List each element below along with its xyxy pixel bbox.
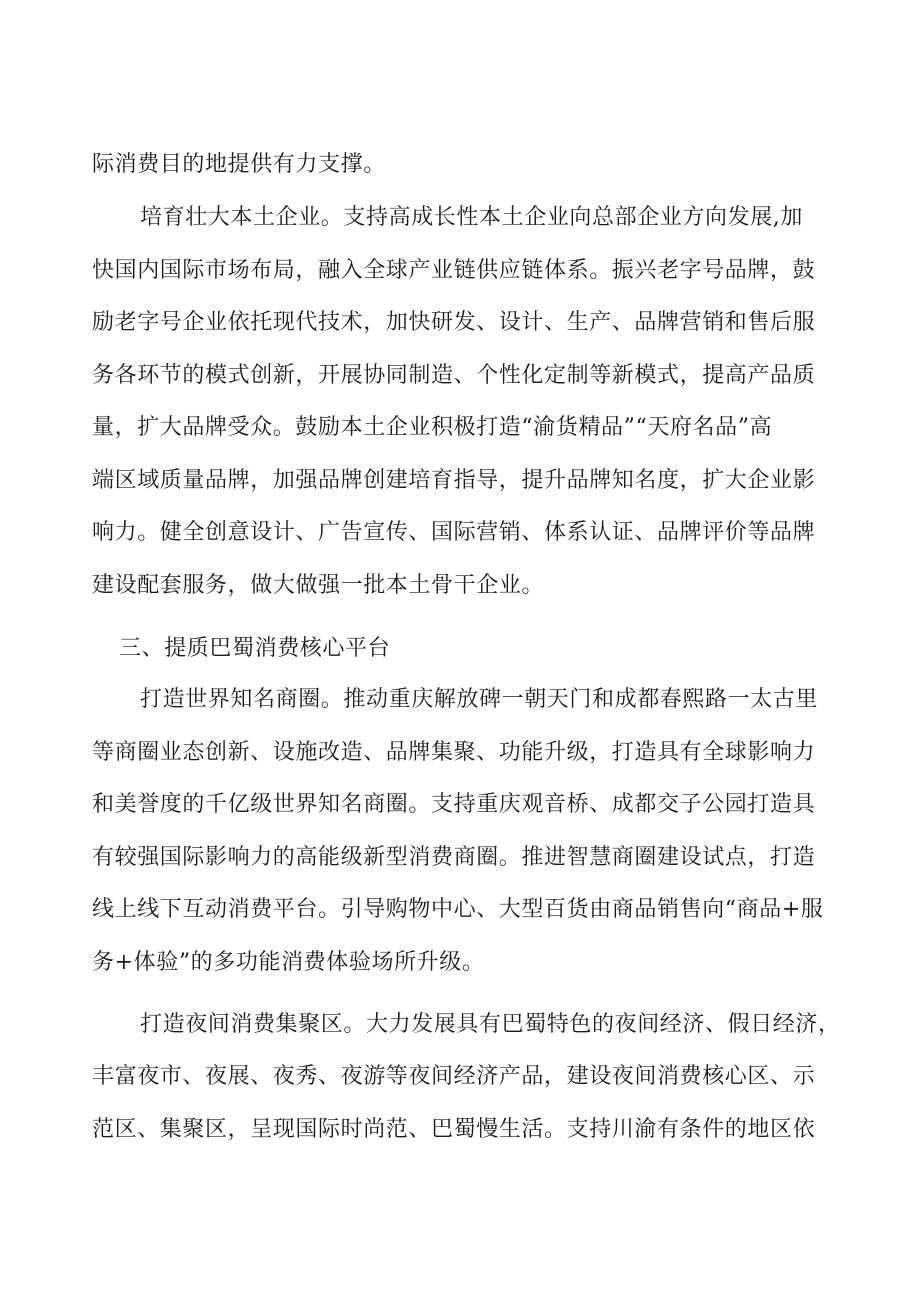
text-line: 有较强国际影响力的高能级新型消费商圈。推进智慧商圈建设试点，打造 [92,845,816,870]
text-line: 端区域质量品牌，加强品牌创建培育指导，提升品牌知名度，扩大企业影 [92,468,816,493]
text-line: 培育壮大本土企业。支持高成长性本土企业向总部企业方向发展,加 [140,205,803,230]
text-line: 线上线下互动消费平台。引导购物中心、大型百货由商品销售向“商品+服 [92,897,824,922]
text-line: 励老字号企业依托现代技术，加快研发、设计、生产、品牌营销和售后服 [92,310,816,335]
text-line: 量，扩大品牌受众。鼓励本土企业积极打造“渝货精品”“天府名品”高 [92,415,773,440]
text-line: 建设配套服务，做大做强一批本土骨干企业。 [92,573,545,598]
text-line: 打造世界知名商圈。推动重庆解放碑一朝天门和成都春熙路一太古里 [140,687,819,712]
text-line: 务+体验”的多功能消费体验场所升级。 [92,950,485,975]
text-line: 等商圈业态创新、设施改造、品牌集聚、功能升级，打造具有全球影响力 [92,740,816,765]
text-line: 丰富夜市、夜展、夜秀、夜游等夜间经济产品，建设夜间消费核心区、示 [92,1064,816,1089]
text-line: 快国内国际市场布局，融入全球产业链供应链体系。振兴老字号品牌，鼓 [92,258,816,283]
text-line: 响力。健全创意设计、广告宣传、国际营销、体系认证、品牌评价等品牌 [92,520,816,545]
text-line: 务各环节的模式创新，开展协同制造、个性化定制等新模式，提高产品质 [92,363,816,388]
text-line: 和美誉度的千亿级世界知名商圈。支持重庆观音桥、成都交子公园打造具 [92,792,816,817]
text-line: 打造夜间消费集聚区。大力发展具有巴蜀特色的夜间经济、假日经济， [140,1012,841,1037]
section-heading: 三、提质巴蜀消费核心平台 [119,636,391,661]
text-line: 际消费目的地提供有力支撑。 [92,152,386,177]
text-line: 范区、集聚区，呈现国际时尚范、巴蜀慢生活。支持川渝有条件的地区依 [92,1117,816,1142]
